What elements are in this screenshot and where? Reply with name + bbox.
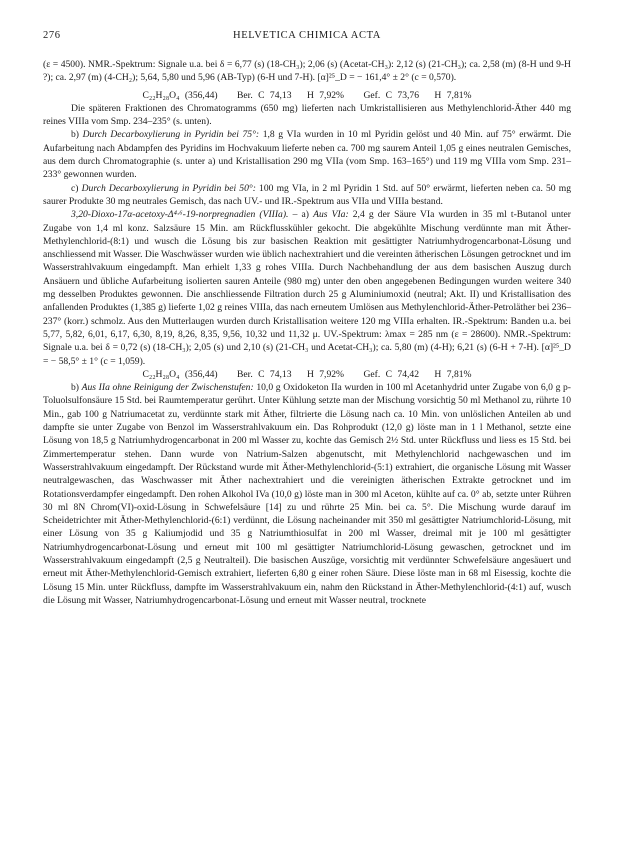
article-body bbox=[43, 58, 571, 607]
document-page bbox=[43, 30, 571, 607]
found-carbon: Gef. C 74,42 bbox=[363, 368, 420, 380]
calc-carbon: Ber. C 74,13 bbox=[237, 89, 292, 101]
paragraph-b-pyridin-75: b) Durch Decarboxylierung in Pyridin bei 75°: 1,8 g VIa wurden in 10 ml Pyridin gelöst und 40 Min. auf 75° erwärmt. Die Aufarbeitung nach Abdampfen des Pyridins im Hochvakuum lieferte neben ca. 700 mg saurem Anteil 1,05 g eines neutralen Gemisches, aus dem durch Chromatographie (s. unter a) und Kristallisation 290 mg VIIa (vom Smp. 163–165°) und 119 mg VIIIa vom Smp. 231–233° gewonnen wurden. bbox=[43, 129, 571, 181]
elemental-analysis-1 bbox=[43, 89, 571, 102]
section-heading: Aus VIa: bbox=[313, 209, 349, 221]
section-heading: Aus IIa ohne Reinigung der Zwischenstufen: bbox=[81, 382, 254, 394]
formula-mass: C₂₂H₂₈O₄ (356,44) bbox=[142, 89, 218, 101]
calc-hydrogen: H 7,92% bbox=[306, 89, 345, 101]
found-hydrogen: H 7,81% bbox=[434, 368, 472, 380]
journal-title: HELVETICA CHIMICA ACTA bbox=[233, 30, 381, 41]
paragraph-b-from-IIa: b) Aus IIa ohne Reinigung der Zwischenstufen: 10,0 g Oxidoketon IIa wurden in 100 ml Acetanhydrid unter Zugabe von 6,0 g p-Toluolsulfonsäure 15 Std. bei Raumtemperatur gerührt. Unter Kühlung setzte man der Mischung vorsichtig 50 ml Methanol zu, rührte 10 Min., gab 100 g Natriumacetat zu, verdünnte stark mit Äther, filtrierte die Lösung nach ca. 10 Min. von unlöslichen Anteilen ab und dampfte sie unter Zugabe von Benzol im Wasserstrahlvakuum ein. Das Rohprodukt (12,0 g) löste man in 1 l Methanol, setzte eine Lösung von 18,5 g Natriumhydrogencarbonat in 200 ml Wasser zu, kochte das Gemisch 2½ Std. unter Rückfluss und liess es 15 Std. bei Zimmertemperatur stehen. Dann wurde von Natrium-Salzen abgenutscht, mit Methylenchlorid nachgewaschen und im Wasserstrahlvakuum eingedampft. Der Rückstand wurde mit Äther-Methylenchlorid-(5:1) extrahiert, die organische Lösung mit Wasser neutralgewaschen, das Waschwasser mit Äther nachextrahiert und die vereinigten ätherischen Extrakte getrocknet und im Rotationsverdampfer eingedampft. Den rohen Alkohol IVa (10,0 g) löste man in 300 ml Aceton, kühlte auf ca. 0° ab, setzte unter Rühren 30 ml 8N Chrom(VI)-oxid-Lösung in Schwefelsäure [14] zu und rührte 25 Min. bei ca. 5°. Die Mischung wurde darauf im Scheidetrichter mit Äther-Methylenchlorid-(6:1) verdünnt, die Lösung nacheinander mit 350 ml gesättigter Natriumchlorid-Lösung, mit einer Lösung von 35 g Kaliumjodid und 35 g Natriumthiosulfat in 200 ml Wasser, dreimal mit je 100 ml gesättigter Natriumhydrogencarbonat-Lösung und erneut mit 100 ml gesättigter Natriumchlorid-Lösung gewaschen, getrocknet und im Wasserstrahlvakuum eingedampft (2,5 g Neutralteil). Die basischen Auszüge, vorsichtig mit verdünnter Schwefelsäure angesäuert und erneut mit Äther-Methylenchlorid-Gemisch extrahiert, lieferten 6,80 g einer rohen Säure. Diese löste man in 68 ml Eisessig, kochte die Lösung 15 Min. unter Rückfluss, dampfte im Wasserstrahlvakuum ein, nahm den Rückstand in Äther-Methylenchlorid-(4:1) auf, wusch die Lösung mit Wasser, Natriumhydrogencarbonat-Lösung und erneut mit Wasser neutral, trocknete bbox=[43, 382, 571, 606]
running-header bbox=[43, 30, 571, 46]
compound-heading: 3,20-Dioxo-17α-acetoxy-Δ⁴·⁶-19-norpregnadien (VIIIa). bbox=[71, 209, 289, 221]
page-number: 276 bbox=[43, 30, 61, 41]
calc-hydrogen: H 7,92% bbox=[306, 368, 345, 380]
found-carbon: Gef. C 73,76 bbox=[363, 89, 420, 101]
paragraph-nmr-continuation: (ε = 4500). NMR.-Spektrum: Signale u.a. bei δ = 6,77 (s) (18-CH₃); 2,06 (s) (Acetat-CH₃): 2,12 (s) (21-CH₃); ca. 2,58 (m) (8-H und 9-H ?); ca. 2,97 (m) (4-CH₂); 5,64, 5,80 und 5,96 (AB-Typ) (6-H und 7-H). [α]²⁵_D = − 161,4° ± 2° (c = 0,570). bbox=[43, 59, 571, 84]
paragraph-compound-VIIIa: 3,20-Dioxo-17α-acetoxy-Δ⁴·⁶-19-norpregnadien (VIIIa). – a) Aus VIa: 2,4 g der Säure VIa wurden in 35 ml t-Butanol unter Zugabe von 1,4 ml konz. Salzsäure 15 Min. am Rückflusskühler gekocht. Die abgekühlte Mischung verdünnte man mit Äther-Methylenchlorid-(8:1) und wusch die Lösung bis zur basischen Reaktion mit gesättigter Natriumhydrogencarbonat-Lösung und anschliessend mit Wasser. Die Waschwässer wurden wie üblich nachextrahiert und die vereinten ätherischen Lösungen getrocknet und im Wasserstrahlvakuum eingedampft. Man erhielt 1,33 g rohes VIIIa. Durch Nachbehandlung der aus dem basischen Auszug durch Ansäuern und übliche Aufarbeitung isolierten sauren Anteile (980 mg) unter den oben angegebenen Bedingungen wurden weitere 340 mg desselben Produktes gewonnen. Die anschliessende Filtration durch 25 g Aluminiumoxid (neutral; Akt. II) und Kristallisation des anfallenden Produktes (1,385 g) lieferte 1,02 g reines VIIIa, das nach erneutem Umlösen aus Methylenchlorid-Äther-Petroläther bei 236–237° (korr.) schmolz. Aus den Mutterlaugen wurden durch Kristallisation weitere 120 mg VIIIa erhalten. IR.-Spektrum: Banden u.a. bei 5,77, 5,82, 6,01, 6,17, 6,30, 8,19, 8,26, 8,35, 9,56, 10,32 und 11,32 μ. UV.-Spektrum: λmax = 285 nm (ε = 28600). NMR.-Spektrum: Signale u.a. bei δ = 0,72 (s) (18-CH₃); 2,05 (s) und 2,10 (s) (21-CH₃ und Acetat-CH₃); ca. 5,80 (m) (4-H); 6,21 (s) (6-H + 7-H). [α]²⁵_D = − 58,5° ± 1° (c = 1,059). bbox=[43, 209, 571, 367]
elemental-analysis-2 bbox=[43, 368, 571, 381]
section-heading: Durch Decarboxylierung in Pyridin bei 50°: bbox=[81, 182, 256, 194]
found-hydrogen: H 7,81% bbox=[434, 89, 472, 101]
paragraph-c-pyridin-50: c) Durch Decarboxylierung in Pyridin bei 50°: 100 mg VIa, in 2 ml Pyridin 1 Std. auf 50° erwärmt, lieferten neben ca. 50 mg saurer Produkte 30 mg neutrales Gemisch, das nach UV.- und IR.-Spektrum aus VIIa und VIIIa bestand. bbox=[43, 182, 571, 207]
paragraph-later-fractions: Die späteren Fraktionen des Chromatogramms (650 mg) lieferten nach Umkristallisieren aus Methylenchlorid-Äther 440 mg reines VIIIa vom Smp. 234–235° (s. unten). bbox=[43, 102, 571, 128]
section-heading: Durch Decarboxylierung in Pyridin bei 75°: bbox=[82, 129, 260, 141]
formula-mass: C₂₂H₂₈O₄ (356,44) bbox=[142, 368, 218, 380]
calc-carbon: Ber. C 74,13 bbox=[237, 368, 292, 380]
